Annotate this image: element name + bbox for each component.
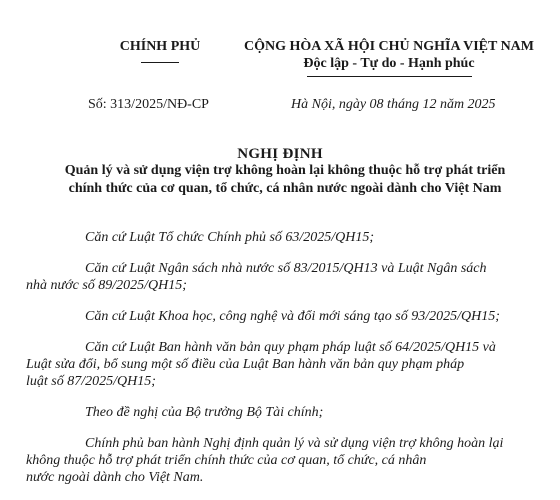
preamble-clause-science-technology-law: [55, 308, 533, 325]
document-subject: [40, 162, 530, 198]
document-subject-line: Quản lý và sử dụng viện trợ không hoàn lại không thuộc hỗ trợ phát triển: [64, 163, 506, 178]
issuing-authority: CHÍNH PHỦ: [119, 39, 201, 54]
document-type: NGHỊ ĐỊNH: [237, 146, 323, 162]
preamble-line: Căn cứ Luật Ngân sách nhà nước số 83/2015/QH13 và Luật Ngân sách: [85, 261, 487, 276]
national-title: CỘNG HÒA XÃ HỘI CHỦ NGHĨA VIỆT NAM: [243, 39, 534, 54]
preamble-clause-proposal: [55, 404, 533, 421]
document-number: Số: 313/2025/NĐ-CP: [88, 97, 209, 112]
preamble-line: Theo đề nghị của Bộ trưởng Bộ Tài chính;: [85, 405, 324, 420]
national-title-block: [241, 38, 537, 77]
preamble-clause-state-budget-law: [26, 260, 533, 294]
preamble-line: Chính phủ ban hành Nghị định quản lý và sử dụng viện trợ không hoàn lại: [85, 436, 504, 451]
issuing-authority-block: [95, 38, 225, 63]
preamble-line: nước ngoài dành cho Việt Nam.: [26, 470, 204, 485]
preamble-enacting-clause: [26, 435, 533, 486]
preamble-line: Căn cứ Luật Khoa học, công nghệ và đổi mới sáng tạo số 93/2025/QH15;: [85, 309, 500, 324]
preamble-line: Căn cứ Luật Tổ chức Chính phủ số 63/2025/QH15;: [85, 230, 375, 245]
document-subject-line: chính thức của cơ quan, tổ chức, cá nhân nước ngoài dành cho Việt Nam: [68, 181, 502, 196]
preamble: [26, 229, 533, 500]
place-and-date: Hà Nội, ngày 08 tháng 12 năm 2025: [291, 97, 496, 112]
preamble-line: Luật sửa đổi, bổ sung một số điều của Luật Ban hành văn bản quy phạm pháp: [26, 357, 465, 372]
preamble-line: Căn cứ Luật Ban hành văn bản quy phạm pháp luật số 64/2025/QH15 và: [85, 340, 496, 355]
preamble-clause-government-organization-law: [55, 229, 533, 246]
issuer-underline: [141, 62, 179, 63]
preamble-line: không thuộc hỗ trợ phát triển chính thức của cơ quan, tổ chức, cá nhân: [26, 453, 427, 468]
preamble-clause-legal-documents-law: [26, 339, 533, 390]
motto-underline: [307, 76, 472, 77]
national-motto: Độc lập - Tự do - Hạnh phúc: [303, 56, 475, 71]
preamble-line: luật số 87/2025/QH15;: [26, 374, 156, 389]
preamble-line: nhà nước số 89/2025/QH15;: [26, 278, 187, 293]
